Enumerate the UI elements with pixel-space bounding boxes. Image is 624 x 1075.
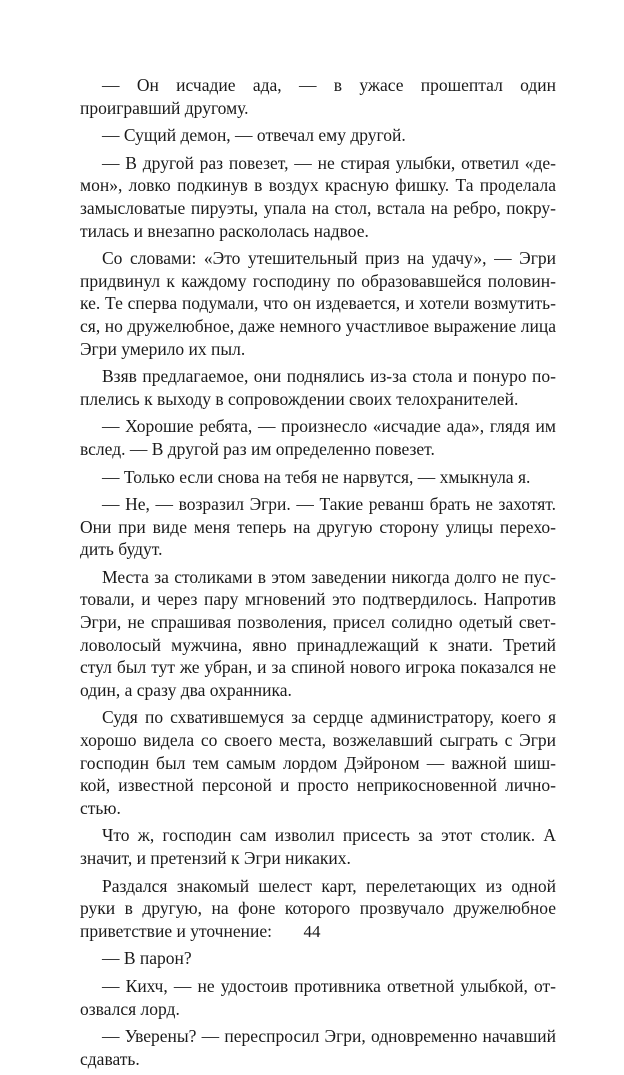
page-number: 44 [303, 922, 321, 941]
paragraph: Со словами: «Это утешительный приз на удачу», — Эгри придвинул к каждому господину по образовавшейся половинке. Те сперва подумали, что он издевается, и хотели возмутиться, но дружелюбное, даже немного участливое выражение лица Эгри умерило их пыл. [80, 248, 556, 359]
paragraph: — В парон? [102, 948, 192, 969]
paragraph: — Только если снова на тебя не нарвутся, — хмыкнула я. [102, 466, 531, 487]
paragraph: Взяв предлагаемое, они поднялись из-за стола и понуро поплелись к выходу в сопровождении своих телохранителей. [80, 366, 556, 409]
paragraph: Места за столиками в этом заведении никогда долго не пустовали, и через пару мгновений это подтвердилось. Напротив Эгри, не спрашивая позволения, присел солидно одетый светловолосый мужчина, явно принадлежащий к знати. Третий стул был тут же убран, и за спиной нового игрока показался не один, а сразу два охранника. [80, 566, 556, 700]
paragraph: — Хорошие ребята, — произнесло «исчадие ада», глядя им вслед. — В другой раз им определенно повезет. [80, 416, 556, 459]
paragraph: — Кихч, — не удостоив противника ответной улыбкой, отозвался лорд. [80, 975, 556, 1019]
paragraph: — Он исчадие ада, — в ужасе прошептал один проигравший другому. [80, 75, 556, 118]
paragraph: Судя по схватившемуся за сердце администратору, коего я хорошо видела со своего места, возжелавший сыграть с Эгри господин был тем самым лордом Дэйроном — важной шишкой, известной персоной и просто неприкосновенной личностью. [80, 707, 556, 818]
paragraph: Что ж, господин сам изволил присесть за этот столик. А значит, и претензий к Эгри никаких. [80, 825, 556, 868]
paragraph: — Сущий демон, — отвечал ему другой. [102, 125, 406, 146]
paragraph: — Не, — возразил Эгри. — Такие реванш брать не захотят. Они при виде меня теперь на другую сторону улицы переходить будут. [80, 494, 556, 560]
paragraph: — Уверены? — переспросил Эгри, одновременно начавший сдавать. [80, 1026, 556, 1069]
paragraph: — В другой раз повезет, — не стирая улыбки, ответил «демон», ловко подкинув в воздух красную фишку. Та проделала замысловатые пируэты, упала на стол, встала на ребро, покрутилась и внезапно раскололась надвое. [80, 152, 556, 241]
paragraph: Раздался знакомый шелест карт, перелетающих из одной руки в другую, на фоне которого прозвучало дружелюбное приветствие и уточнение: [80, 875, 556, 941]
